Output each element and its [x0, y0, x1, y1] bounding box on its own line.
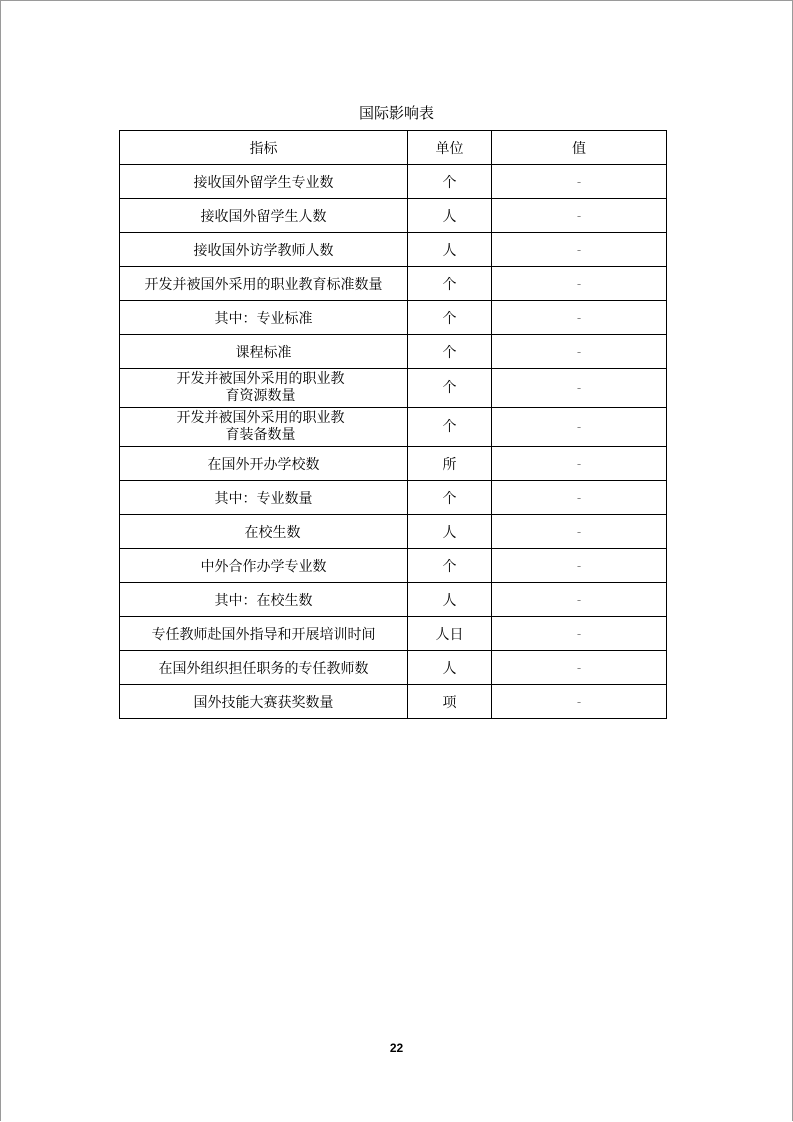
- unit-cell: 个: [408, 369, 492, 408]
- unit-cell: 个: [408, 335, 492, 369]
- indicator-cell: 其中：专业数量: [120, 481, 408, 515]
- table-row: [120, 583, 667, 617]
- unit-cell: 个: [408, 165, 492, 199]
- table-row: [120, 515, 667, 549]
- value-cell: -: [492, 165, 667, 199]
- value-cell: -: [492, 617, 667, 651]
- indicator-cell: 在国外开办学校数: [120, 447, 408, 481]
- table-row: [120, 165, 667, 199]
- indicator-cell: 专任教师赴国外指导和开展培训时间: [120, 617, 408, 651]
- indicator-cell: 接收国外留学生人数: [120, 199, 408, 233]
- unit-cell: 人: [408, 583, 492, 617]
- indicator-cell: 接收国外留学生专业数: [120, 165, 408, 199]
- table-row: [120, 408, 667, 447]
- table-row: [120, 369, 667, 408]
- unit-cell: 个: [408, 267, 492, 301]
- header-value: 值: [492, 131, 667, 165]
- table-title: 国际影响表: [358, 104, 434, 122]
- value-cell: -: [492, 685, 667, 719]
- indicator-cell: 国外技能大赛获奖数量: [120, 685, 408, 719]
- table-row: [120, 301, 667, 335]
- header-unit: 单位: [408, 131, 492, 165]
- unit-cell: 个: [408, 481, 492, 515]
- value-cell: -: [492, 335, 667, 369]
- table-row: [120, 549, 667, 583]
- unit-cell: 项: [408, 685, 492, 719]
- page-number: 22: [389, 1041, 404, 1055]
- unit-cell: 个: [408, 408, 492, 447]
- value-cell: -: [492, 369, 667, 408]
- unit-cell: 人日: [408, 617, 492, 651]
- value-cell: -: [492, 651, 667, 685]
- header-indicator: 指标: [120, 131, 408, 165]
- table-row: [120, 685, 667, 719]
- indicator-cell: 开发并被国外采用的职业教育装备数量: [120, 408, 408, 447]
- indicator-cell: 其中：专业标准: [120, 301, 408, 335]
- table-row: [120, 447, 667, 481]
- table-row: [120, 199, 667, 233]
- unit-cell: 人: [408, 199, 492, 233]
- indicator-cell: 其中：在校生数: [120, 583, 408, 617]
- unit-cell: 人: [408, 651, 492, 685]
- table-row: [120, 481, 667, 515]
- unit-cell: 所: [408, 447, 492, 481]
- value-cell: -: [492, 583, 667, 617]
- table-row: [120, 233, 667, 267]
- value-cell: -: [492, 515, 667, 549]
- table-row: [120, 651, 667, 685]
- indicator-cell: 在校生数: [120, 515, 408, 549]
- indicator-cell: 课程标准: [120, 335, 408, 369]
- value-cell: -: [492, 408, 667, 447]
- indicator-cell: 开发并被国外采用的职业教育资源数量: [120, 369, 408, 408]
- value-cell: -: [492, 549, 667, 583]
- indicator-cell: 开发并被国外采用的职业教育标准数量: [120, 267, 408, 301]
- value-cell: -: [492, 447, 667, 481]
- unit-cell: 人: [408, 515, 492, 549]
- table-row: [120, 267, 667, 301]
- unit-cell: 人: [408, 233, 492, 267]
- unit-cell: 个: [408, 549, 492, 583]
- international-impact-table: [119, 130, 667, 719]
- indicator-cell: 在国外组织担任职务的专任教师数: [120, 651, 408, 685]
- value-cell: -: [492, 267, 667, 301]
- table-row: [120, 335, 667, 369]
- indicator-cell: 中外合作办学专业数: [120, 549, 408, 583]
- table-row: [120, 617, 667, 651]
- header-row: [120, 131, 667, 165]
- value-cell: -: [492, 199, 667, 233]
- value-cell: -: [492, 301, 667, 335]
- indicator-cell: 接收国外访学教师人数: [120, 233, 408, 267]
- unit-cell: 个: [408, 301, 492, 335]
- value-cell: -: [492, 481, 667, 515]
- value-cell: -: [492, 233, 667, 267]
